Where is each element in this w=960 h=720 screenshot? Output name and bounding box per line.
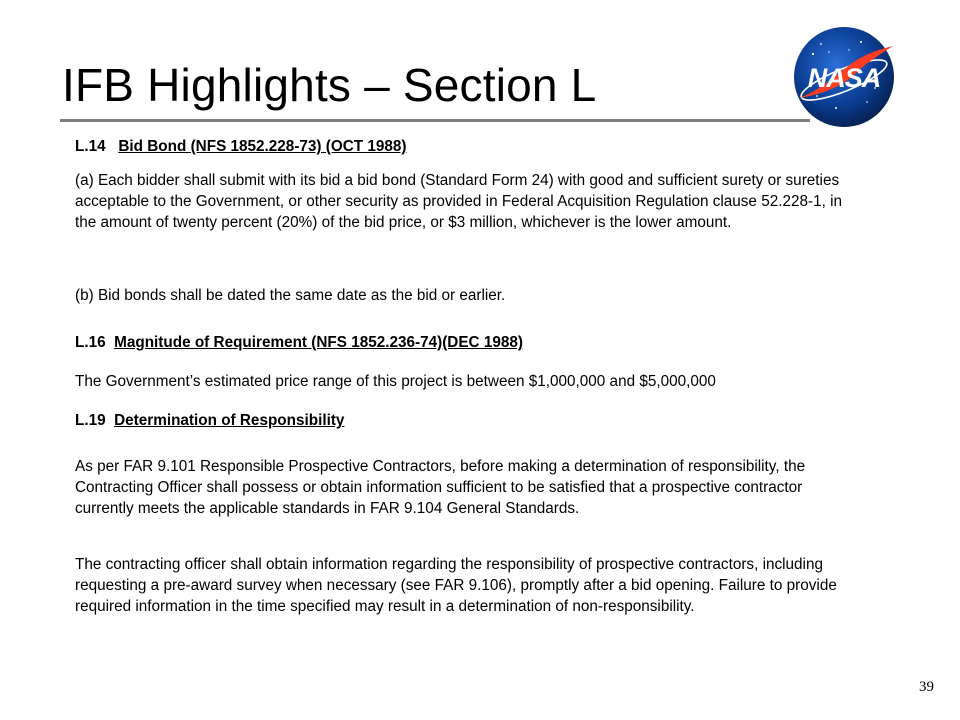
nasa-logo-text: NASA	[807, 63, 881, 93]
nasa-logo	[791, 24, 897, 130]
section-number: L.14	[75, 138, 106, 155]
paragraph-responsibility-far: As per FAR 9.101 Responsible Prospective Contractors, before making a determination of responsibility, the Contracting Officer shall possess or obtain information sufficient to be satisfied that a prospective contractor currently meets the applicable standards in FAR 9.104 General Standards.	[75, 458, 806, 517]
page-number: 39	[919, 679, 934, 695]
section-number: L.19	[75, 412, 106, 429]
section-heading-l14	[75, 136, 865, 157]
section-title: Bid Bond (NFS 1852.228-73) (OCT 1988)	[118, 138, 407, 155]
paragraph-responsibility-survey: The contracting officer shall obtain information regarding the responsibility of prospective contractors, including requesting a pre-award survey when necessary (see FAR 9.106), promptly after a bid opening. Failure to provide required information in the time specified may result in a determination of non-responsibility.	[75, 556, 837, 615]
slide-title: IFB Highlights – Section L	[62, 59, 597, 111]
section-number: L.16	[75, 334, 106, 351]
paragraph-price-range: The Government’s estimated price range of this project is between $1,000,000 and $5,000,000	[75, 373, 716, 390]
title-underline	[60, 119, 810, 122]
section-heading-l16	[75, 332, 865, 353]
paragraph-bid-bond-b: (b) Bid bonds shall be dated the same date as the bid or earlier.	[75, 287, 506, 304]
paragraph-bid-bond-a: (a) Each bidder shall submit with its bid a bid bond (Standard Form 24) with good and sufficient surety or sureties acceptable to the Government, or other security as provided in Federal Acquisition Regulation clause 52.228-1, in the amount of twenty percent (20%) of the bid price, or $3 million, whichever is the lower amount.	[75, 172, 842, 231]
section-heading-l19	[75, 410, 865, 431]
section-title: Determination of Responsibility	[114, 412, 345, 429]
section-title: Magnitude of Requirement (NFS 1852.236-74)(DEC 1988)	[114, 334, 523, 351]
